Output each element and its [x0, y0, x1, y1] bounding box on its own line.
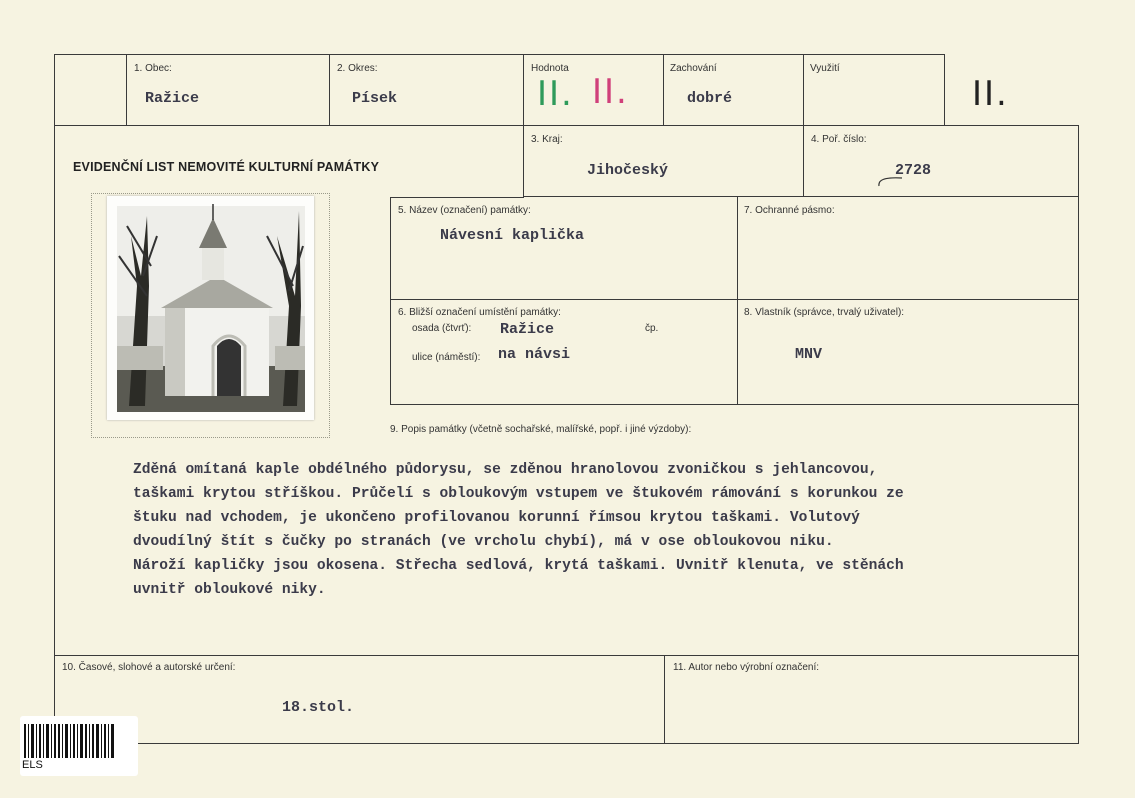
grid-line [54, 54, 944, 55]
chapel-photo [107, 196, 314, 420]
grid-line [54, 54, 55, 744]
ulice-label: ulice (náměstí): [412, 352, 481, 363]
umisteni-label: 6. Bližší označení umístění památky: [398, 307, 561, 318]
popis-line: Nároží kapličky jsou okosena. Střecha sedlová, krytá taškami. Uvnitř klenuta, ve stěnách [133, 558, 904, 574]
popis-line: Zděná omítaná kaple obdélného půdorysu, se zděnou hranolovou zvoničkou s jehlancovou, [133, 462, 878, 478]
grid-line [803, 54, 804, 197]
grid-line [390, 197, 391, 405]
grid-line [329, 54, 330, 126]
grid-line [523, 196, 1079, 197]
vlastnik-label: 8. Vlastník (správce, trvalý uživatel): [744, 307, 905, 318]
grid-line [390, 197, 524, 198]
grid-line [54, 655, 1079, 656]
grid-line [663, 54, 664, 126]
grid-line [390, 299, 1079, 300]
grid-line [737, 197, 738, 405]
grid-line [664, 655, 665, 744]
nazev-value: Návesní kaplička [440, 227, 585, 244]
hodnota-mark-pink: II. [592, 72, 629, 112]
por-cislo-value: 2728 [895, 162, 932, 179]
osada-value: Ražice [500, 321, 555, 338]
por-cislo-label: 4. Poř. číslo: [811, 134, 867, 145]
zachovani-value: dobré [687, 90, 733, 107]
cp-label: čp. [645, 323, 659, 334]
vyuziti-mark: II. [972, 74, 1009, 114]
osada-label: osada (čtvrť): [412, 323, 472, 334]
urceni-value: 18.stol. [282, 699, 355, 716]
grid-line [1078, 125, 1079, 744]
hodnota-label: Hodnota [531, 63, 569, 74]
urceni-label: 10. Časové, slohové a autorské určení: [62, 662, 236, 673]
chapel-photo-icon [107, 196, 314, 420]
grid-line [944, 54, 945, 126]
vlastnik-value: MNV [795, 346, 823, 363]
popis-line: dvoudílný štít s čučky po stranách (ve vrcholu chybí), má v ose obloukovou niku. [133, 534, 834, 550]
kraj-value: Jihočeský [587, 162, 669, 179]
autor-label: 11. Autor nebo výrobní označení: [673, 662, 820, 673]
vyuziti-label: Využití [810, 63, 840, 74]
kraj-label: 3. Kraj: [531, 134, 563, 145]
okres-value: Písek [352, 90, 398, 107]
barcode-label: ELS [22, 759, 43, 771]
popis-text [133, 458, 1033, 602]
obec-value: Ražice [145, 90, 200, 107]
zachovani-label: Zachování [670, 63, 717, 74]
nazev-label: 5. Název (označení) památky: [398, 205, 531, 216]
popis-label: 9. Popis památky (včetně sochařské, malířské, popř. i jiné výzdoby): [390, 424, 692, 435]
ulice-value: na návsi [498, 346, 571, 363]
grid-line [523, 54, 524, 197]
hand-underline-icon [876, 174, 906, 188]
popis-line: uvnitř obloukové niky. [133, 582, 326, 598]
grid-line [54, 125, 1079, 126]
ochranne-pasmo-label: 7. Ochranné pásmo: [744, 205, 835, 216]
barcode-icon [24, 724, 124, 758]
popis-line: štuku nad vchodem, je ukončeno profilovanou korunní římsou krytou taškami. Volutový [133, 510, 860, 526]
grid-line [390, 404, 1079, 405]
okres-label: 2. Okres: [337, 63, 378, 74]
obec-label: 1. Obec: [134, 63, 172, 74]
form-title: EVIDENČNÍ LIST NEMOVITÉ KULTURNÍ PAMÁTKY [73, 160, 380, 174]
grid-line [54, 743, 1079, 744]
grid-line [126, 54, 127, 126]
hodnota-mark-green: II. [537, 74, 574, 114]
popis-line: taškami krytou stříškou. Průčelí s obloukovým vstupem ve štukovém rámování s korunkou ze [133, 486, 904, 502]
